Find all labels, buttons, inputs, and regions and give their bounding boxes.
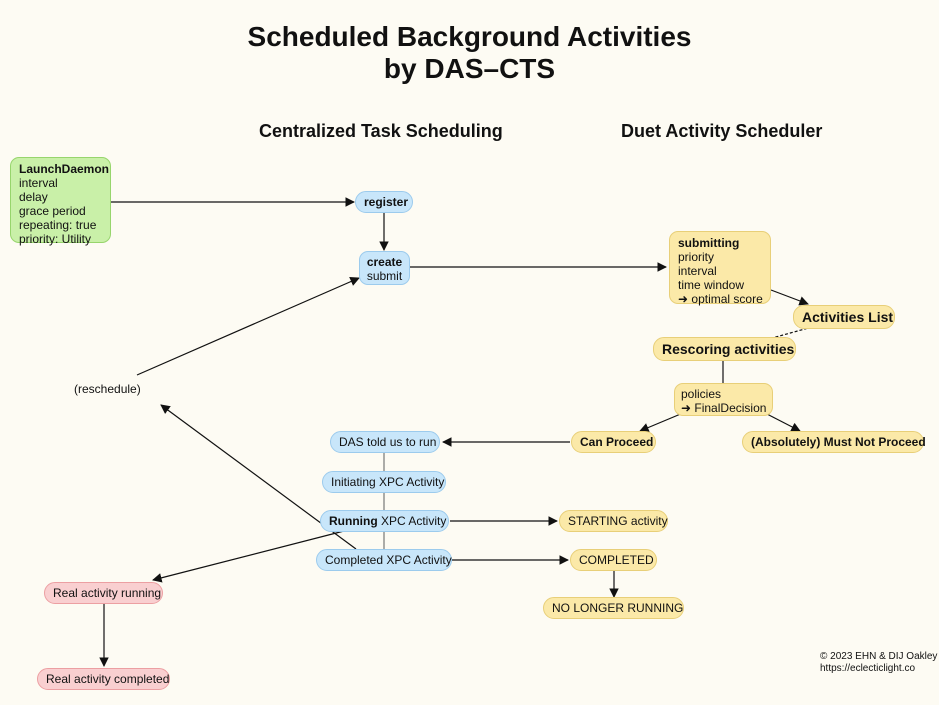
can-proceed-node: Can Proceed [571, 431, 656, 453]
starting-node: STARTING activity [559, 510, 668, 532]
launchdaemon-line: grace period [19, 204, 86, 218]
submitting-line: time window [678, 278, 745, 292]
diagram-title-line2: by DAS–CTS [383, 53, 556, 84]
submitting-line: interval [678, 264, 717, 278]
completed-node: COMPLETED [570, 549, 657, 571]
launchdaemon-line: interval [19, 176, 58, 190]
column-heading-das: Duet Activity Scheduler [621, 121, 823, 141]
no-longer-running-node: NO LONGER RUNNING [543, 597, 684, 619]
activities-list-node: Activities List [793, 305, 895, 329]
create-title: create [366, 255, 403, 269]
arrow-submitting-list [771, 290, 808, 304]
launchdaemon-line: priority: Utility [19, 232, 92, 246]
rescoring-node: Rescoring activities [653, 337, 796, 361]
submitting-title: submitting [678, 236, 740, 250]
policies-line1: policies [681, 387, 722, 401]
arrow-reschedule-create [137, 278, 359, 375]
real-completed-node: Real activity completed [37, 668, 170, 690]
create-node [359, 251, 410, 285]
running-node [320, 510, 449, 532]
initiating-node: Initiating XPC Activity [322, 471, 446, 493]
running-rest: XPC Activity [377, 514, 447, 528]
arrow-policies-can [640, 413, 683, 431]
arrow-running-realrunning [153, 531, 344, 580]
submitting-node [669, 231, 771, 304]
launchdaemon-line: delay [19, 190, 48, 204]
submitting-line: ➜ optimal score [678, 292, 763, 306]
website-credit: https://eclecticlight.co [820, 663, 916, 674]
launchdaemon-title: LaunchDaemon [19, 162, 110, 176]
register-node: register [355, 191, 413, 213]
launchdaemon-node [10, 157, 111, 246]
must-not-proceed-node: (Absolutely) Must Not Proceed [742, 431, 924, 453]
launchdaemon-line: repeating: true [19, 218, 97, 232]
policies-line2: ➜ FinalDecision [681, 401, 767, 415]
copyright-credit: © 2023 EHN & DIJ Oakley [820, 651, 938, 662]
running-bold: Running [329, 514, 378, 528]
submitting-line: priority [678, 250, 715, 264]
arrow-policies-mustnot [765, 413, 800, 431]
das-told-node: DAS told us to run [330, 431, 440, 453]
real-running-node: Real activity running [44, 582, 163, 604]
completed-xpc-node: Completed XPC Activity [316, 549, 452, 571]
policies-node [674, 383, 773, 416]
reschedule-label: (reschedule) [74, 382, 141, 396]
diagram-title-line1: Scheduled Background Activities [247, 21, 692, 52]
column-heading-cts: Centralized Task Scheduling [259, 121, 503, 141]
create-sub: submit [366, 269, 403, 283]
